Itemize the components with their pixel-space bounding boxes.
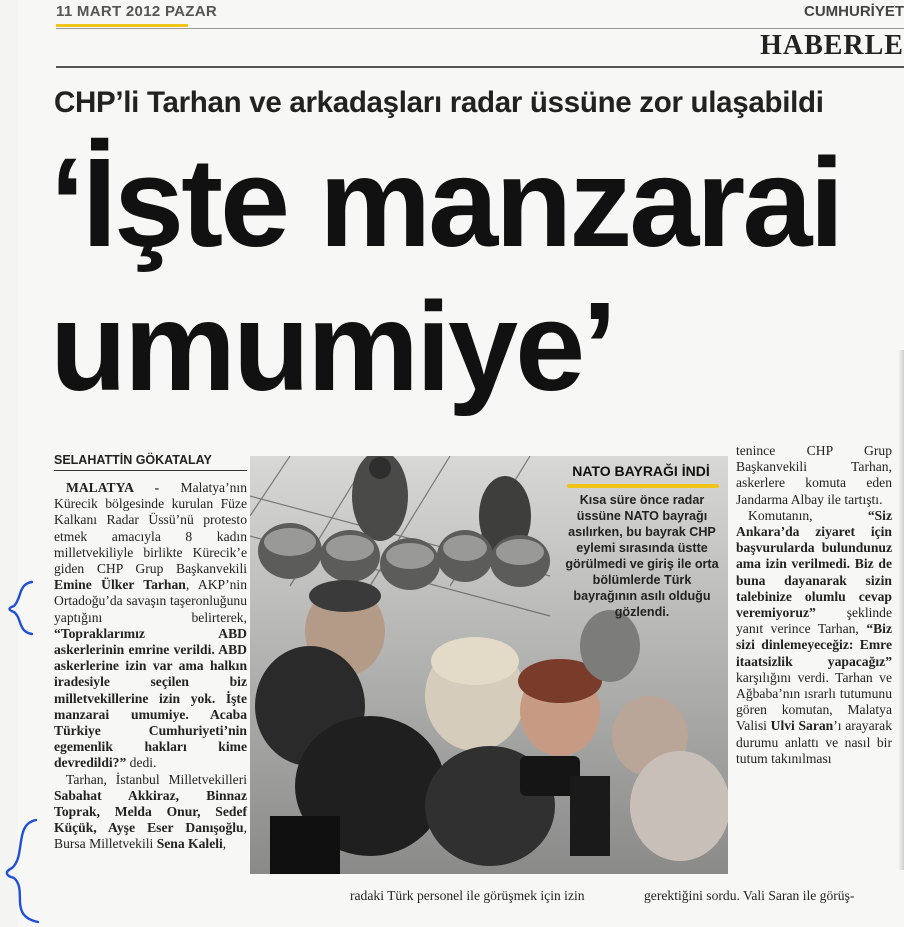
text-run: şeklinde yanıt verince Tarhan, bbox=[736, 605, 892, 637]
handwritten-brace-mark bbox=[0, 578, 40, 638]
text-run: Tarhan, İstanbul Milletvekilleri bbox=[66, 771, 247, 787]
page-header bbox=[18, 0, 904, 28]
quote: “Biz sizi dinlemeyeceğiz: Emre itaatsizlik yapacağız” bbox=[736, 621, 892, 669]
column-2-first-line: radaki Türk personel ile görüşmek için izin bbox=[350, 888, 585, 903]
article-column-3 bbox=[736, 443, 892, 767]
caption-text: Kısa süre önce radar üssüne NATO bayrağı asılırken, bu bayrak CHP eylemi sırasında üstte görülmedi ve giriş ile orta bölümlerde Türk bayrağının asılı olduğu gözlendi. bbox=[565, 493, 719, 619]
text-run: , Bursa Milletvekili bbox=[54, 820, 247, 852]
byline: SELAHATTİN GÖKATALAY bbox=[54, 453, 212, 467]
handwritten-brace-mark bbox=[0, 816, 44, 926]
photo-caption bbox=[555, 458, 727, 636]
section-label: HABERLE bbox=[760, 30, 904, 61]
dateline: MALATYA - bbox=[66, 480, 160, 495]
person-names: Sabahat Akkiraz, Binnaz Toprak, Melda Onur, Sedef Küçük, Ayşe Eser Danışoğlu bbox=[54, 787, 247, 836]
caption-highlight-mark bbox=[567, 484, 719, 488]
issue-date: 11 MART 2012 PAZAR bbox=[56, 3, 218, 20]
newspaper-page bbox=[18, 0, 904, 927]
header-rule bbox=[56, 28, 904, 29]
paragraph-2 bbox=[54, 772, 247, 853]
quote: “Siz Ankara’da ziyaret için başvurularda bulundunuz ama izin verilmedi. Biz de buna dayanarak sizin talebinize olumlu cevap veremiyoruz” bbox=[736, 507, 892, 621]
text-run: Malatya’nın Kürecik bölgesinde kurulan Füze Kalkanı Radar Üssü’nü protesto etmek amacıyla 8 kadın milletvekiliyle birlikte Kürecik’e giden CHP Grup Başkanvekili bbox=[54, 480, 247, 577]
date-highlight-mark bbox=[56, 24, 188, 27]
quote: “Topraklarımız ABD askerlerinin emrine verildi. ABD askerlerine izin var ama halkın iradesiyle seçilen biz milletvekillerine izin yok. İşte manzarai umumiye. Acaba Türkiye Cumhuriyeti’nin egemenlik hakları kime devredildi?” bbox=[54, 625, 247, 771]
text-run: dedi. bbox=[126, 755, 157, 771]
section-rule bbox=[56, 66, 904, 68]
page-fold-shadow bbox=[898, 350, 904, 870]
text-run: Komutanın, bbox=[748, 507, 868, 523]
subheadline: CHP’li Tarhan ve arkadaşları radar üssüne zor ulaşabildi bbox=[54, 86, 824, 119]
caption-title: NATO BAYRAĞI İNDİ bbox=[572, 463, 710, 479]
paragraph-3: tenince CHP Grup Başkanvekili Tarhan, askerlere komuta eden Jandarma Albay ile tartıştı. bbox=[736, 443, 892, 507]
headline-line-2: umumiye’ bbox=[50, 276, 615, 417]
newspaper-name: CUMHURİYET bbox=[804, 3, 904, 20]
text-run: karşılığını verdi. Tarhan ve Ağbaba’nın ısrarlı tutumunu gören komutan, Malatya Valisi bbox=[736, 669, 892, 734]
paragraph-4 bbox=[736, 508, 892, 767]
text-run: ’ı arayarak durumu anlattı ve nasıl bir tutum takınılması bbox=[736, 718, 892, 766]
article-column-1 bbox=[54, 480, 247, 853]
byline-rule bbox=[54, 470, 247, 471]
person-name: Sena Kaleli bbox=[156, 836, 223, 852]
text-run: , AKP’nin Ortadoğu’da savaşın taşeronluğunu yaptığını belirterek, bbox=[54, 577, 247, 625]
paragraph-1 bbox=[54, 480, 247, 772]
text-run: , bbox=[222, 836, 227, 852]
headline-line-1: ‘İşte manzarai bbox=[50, 132, 842, 273]
column-3-continued-line: gerektiğini sordu. Vali Saran ile görüş- bbox=[644, 888, 855, 903]
person-name: Ulvi Saran bbox=[770, 718, 834, 734]
person-name: Emine Ülker Tarhan bbox=[54, 577, 186, 593]
